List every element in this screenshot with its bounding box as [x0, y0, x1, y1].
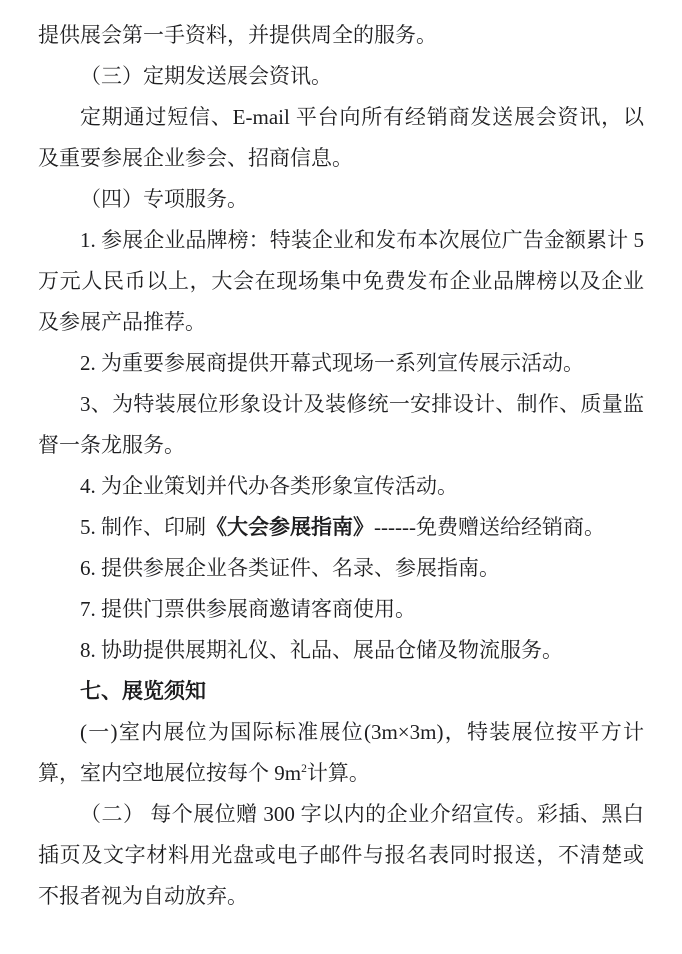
bold-text-run: 七、展览须知: [80, 679, 206, 703]
para-section-3-title: [38, 56, 644, 97]
para-item-8: [38, 630, 644, 671]
text-run: 定期通过短信、E-mail 平台向所有经销商发送展会资讯，以及重要参展企业参会、招商信息。: [38, 105, 644, 170]
para-section-4-title: [38, 179, 644, 220]
para-item-7: [38, 589, 644, 630]
para-item-5: [38, 507, 644, 548]
bold-text-run: 《大会参展指南》: [206, 515, 374, 539]
para-item-3: [38, 384, 644, 466]
text-run: 7. 提供门票供参展商邀请客商使用。: [80, 597, 416, 621]
text-run: 计算。: [306, 761, 370, 785]
para-continuation-services: [38, 15, 644, 56]
text-run: 8. 协助提供展期礼仪、礼品、展品仓储及物流服务。: [80, 638, 563, 662]
text-run: 2. 为重要参展商提供开幕式现场一系列宣传展示活动。: [80, 351, 584, 375]
para-item-1: [38, 220, 644, 343]
para-section-3-body: [38, 97, 644, 179]
para-notice-2: [38, 794, 644, 917]
para-item-2: [38, 343, 644, 384]
text-run: （四）专项服务。: [80, 187, 248, 211]
text-run: 提供展会第一手资料，并提供周全的服务。: [38, 23, 437, 47]
superscript-text: 2: [301, 763, 307, 775]
text-run: 6. 提供参展企业各类证件、名录、参展指南。: [80, 556, 500, 580]
para-item-4: [38, 466, 644, 507]
text-run: 1. 参展企业品牌榜：特装企业和发布本次展位广告金额累计 5 万元人民币以上，大会在现场集中免费发布企业品牌榜以及企业及参展产品推荐。: [38, 228, 644, 334]
text-run: ------免费赠送给经销商。: [374, 515, 605, 539]
text-run: 4. 为企业策划并代办各类形象宣传活动。: [80, 474, 458, 498]
text-run: （三）定期发送展会资讯。: [80, 64, 332, 88]
text-run: 3、为特装展位形象设计及装修统一安排设计、制作、质量监督一条龙服务。: [38, 392, 644, 457]
text-run: 5. 制作、印刷: [80, 515, 206, 539]
para-item-6: [38, 548, 644, 589]
text-run: （二） 每个展位赠 300 字以内的企业介绍宣传。彩插、黑白插页及文字材料用光盘或电子邮件与报名表同时报送，不清楚或不报者视为自动放弃。: [38, 802, 644, 908]
text-run: (一)室内展位为国际标准展位(3m×3m)，特装展位按平方计算，室内空地展位按每个 9m: [38, 720, 644, 785]
para-notice-1: [38, 712, 644, 794]
heading-section-7: [38, 671, 644, 712]
